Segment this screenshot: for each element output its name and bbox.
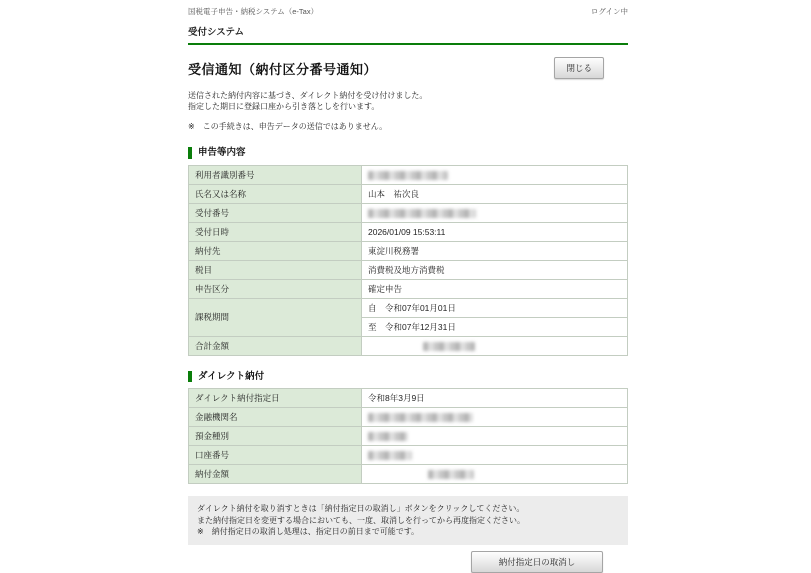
intro-line-1: 送信された納付内容に基づき、ダイレクト納付を受け付けました。 bbox=[188, 91, 428, 100]
row-label: 口座番号 bbox=[189, 446, 362, 465]
table-row-user-id bbox=[189, 165, 628, 184]
section-declaration-title: 申告等内容 bbox=[188, 147, 628, 158]
cancel-payment-date-button[interactable]: 納付指定日の取消し bbox=[471, 551, 603, 573]
row-value: 確定申告 bbox=[362, 279, 628, 298]
table-row-bank-name bbox=[189, 408, 628, 427]
table-row-receipt-datetime bbox=[189, 222, 628, 241]
row-value: 自 令和07年01月01日 bbox=[362, 298, 628, 317]
table-row-account-type bbox=[189, 427, 628, 446]
table-row-declaration-type bbox=[189, 279, 628, 298]
row-value bbox=[362, 165, 628, 184]
system-title: 国税電子申告・納税システム（e-Tax） bbox=[188, 7, 319, 16]
row-label: 受付日時 bbox=[189, 222, 362, 241]
redacted-value bbox=[423, 342, 475, 351]
direct-payment-table bbox=[188, 388, 628, 484]
row-value bbox=[362, 446, 628, 465]
main-content bbox=[188, 6, 628, 573]
table-row-total-amount bbox=[189, 336, 628, 355]
cancel-note-line-3: ※ 納付指定日の取消し処理は、指定日の前日まで可能です。 bbox=[197, 527, 420, 537]
row-label: 税目 bbox=[189, 260, 362, 279]
row-value: 2026/01/09 15:53:11 bbox=[362, 222, 628, 241]
intro-line-2: 指定した期日に登録口座から引き落としを行います。 bbox=[188, 102, 380, 112]
close-button[interactable]: 閉じる bbox=[554, 57, 604, 79]
redacted-value bbox=[428, 470, 474, 479]
row-label: 申告区分 bbox=[189, 279, 362, 298]
footer-button-row bbox=[188, 551, 628, 573]
row-value: 東淀川税務署 bbox=[362, 241, 628, 260]
row-value: 至 令和07年12月31日 bbox=[362, 317, 628, 336]
row-label: 納付先 bbox=[189, 241, 362, 260]
row-value bbox=[362, 427, 628, 446]
table-row-receipt-number bbox=[189, 203, 628, 222]
table-row-tax-item bbox=[189, 260, 628, 279]
row-label: ダイレクト納付指定日 bbox=[189, 389, 362, 408]
row-value bbox=[362, 336, 628, 355]
page-title: 受信通知（納付区分番号通知） bbox=[188, 61, 378, 77]
header-divider bbox=[188, 43, 628, 45]
cancel-note-line-2: また納付指定日を変更する場合においても、一度、取消しを行ってから再度指定ください。 bbox=[197, 515, 525, 525]
table-row-designated-date bbox=[189, 389, 628, 408]
redacted-value bbox=[368, 432, 408, 441]
subsystem-title: 受付システム bbox=[188, 27, 245, 38]
table-row-name bbox=[189, 184, 628, 203]
row-label: 利用者識別番号 bbox=[189, 165, 362, 184]
caution-text: ※ この手続きは、申告データの送信ではありません。 bbox=[188, 122, 388, 132]
cancel-note-line-1: ダイレクト納付を取り消すときは「納付指定日の取消し」ボタンをクリックしてください。 bbox=[197, 504, 525, 514]
row-value: 消費税及地方消費税 bbox=[362, 260, 628, 279]
row-label: 氏名又は名称 bbox=[189, 184, 362, 203]
row-label: 納付金額 bbox=[189, 465, 362, 484]
row-value bbox=[362, 203, 628, 222]
table-row-payment-amount bbox=[189, 465, 628, 484]
row-value: 山本 祐次良 bbox=[362, 184, 628, 203]
row-label: 金融機関名 bbox=[189, 408, 362, 427]
redacted-value bbox=[368, 413, 473, 422]
declaration-table bbox=[188, 165, 628, 356]
row-label: 合計金額 bbox=[189, 336, 362, 355]
row-value bbox=[362, 408, 628, 427]
row-value bbox=[362, 465, 628, 484]
redacted-value bbox=[368, 209, 476, 218]
page-title-row bbox=[188, 57, 628, 79]
row-label: 課税期間 bbox=[189, 298, 362, 336]
row-label: 預金種別 bbox=[189, 427, 362, 446]
cancel-instructions bbox=[188, 496, 628, 545]
intro-text bbox=[188, 90, 628, 112]
login-status: ログイン中 bbox=[590, 7, 628, 16]
table-row-payee bbox=[189, 241, 628, 260]
table-row-taxable-period-from bbox=[189, 298, 628, 317]
global-header bbox=[188, 6, 628, 17]
redacted-value bbox=[368, 171, 448, 180]
section-direct-payment-title: ダイレクト納付 bbox=[188, 371, 628, 382]
row-value: 令和8年3月9日 bbox=[362, 389, 628, 408]
table-row-account-number bbox=[189, 446, 628, 465]
row-label: 受付番号 bbox=[189, 203, 362, 222]
redacted-value bbox=[368, 451, 412, 460]
